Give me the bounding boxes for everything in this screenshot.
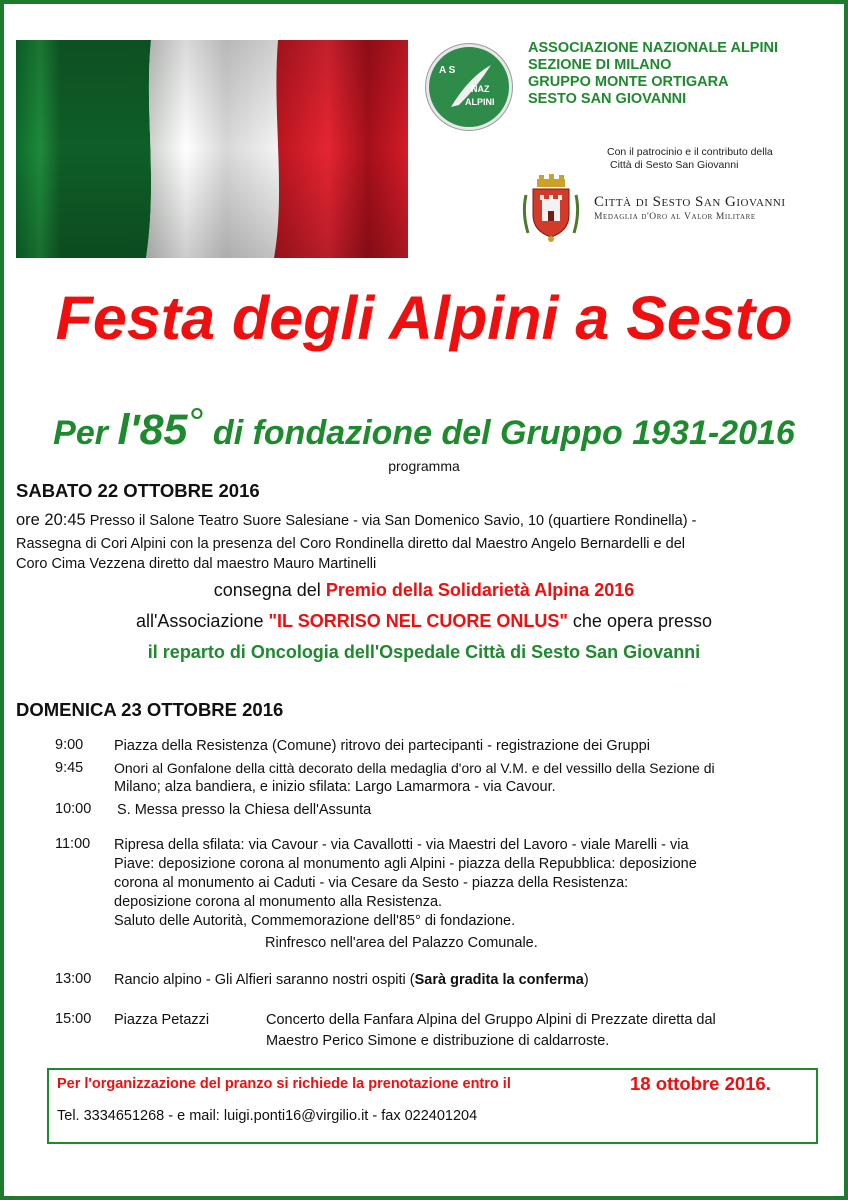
- award-line: [0, 580, 848, 601]
- logo-text-alpini: ALPINI: [465, 97, 495, 107]
- schedule-text: Milano; alza bandiera, e inizio sfilata: Largo Lamarmora - via Cavour.: [114, 779, 556, 795]
- concert-line-1: Concerto della Fanfara Alpina del Gruppo Alpini di Prezzate diretta dal: [266, 1012, 716, 1028]
- assoc-suffix: che opera presso: [567, 611, 713, 631]
- schedule-text: Onori al Gonfalone della città decorato della medaglia d'oro al V.M. e del vessillo della Sezione di: [114, 760, 715, 776]
- saturday-line-1: [16, 510, 696, 531]
- schedule-text: Piave: deposizione corona al monumento agli Alpini - piazza della Repubblica: deposizione: [114, 856, 697, 872]
- ana-logo: [426, 44, 512, 130]
- city-subtitle: Medaglia d'Oro al Valor Militare: [594, 212, 756, 222]
- award-prefix: consegna del: [213, 580, 326, 600]
- schedule-text: Piazza della Resistenza (Comune) ritrovo dei partecipanti - registrazione dei Gruppi: [114, 738, 650, 754]
- saturday-line-2: Rassegna di Cori Alpini con la presenza del Coro Rondinella diretto dal Maestro Angelo Bernardelli e del: [16, 536, 686, 552]
- booking-date: 18 ottobre 2016.: [630, 1073, 771, 1094]
- rancio-line: [114, 971, 589, 990]
- association-line: ASSOCIAZIONE NAZIONALE ALPINI: [528, 40, 778, 56]
- logo-text-as: A S: [439, 65, 456, 76]
- assoc-name: "IL SORRISO NEL CUORE ONLUS": [268, 611, 568, 631]
- association-line: SESTO SAN GIOVANNI: [528, 91, 687, 107]
- feather-icon: [429, 47, 509, 127]
- booking-contacts: Tel. 3334651268 - e mail: luigi.ponti16@virgilio.it - fax 022401204: [57, 1108, 478, 1124]
- schedule-time: 13:00: [55, 971, 92, 987]
- concert-place: Piazza Petazzi: [114, 1012, 210, 1028]
- patronage-line: Con il patrocinio e il contributo della: [607, 146, 773, 158]
- logo-text-naz: NAZ: [471, 84, 490, 94]
- italian-flag-image: [16, 40, 408, 258]
- subtitle-number: l'85: [117, 406, 188, 454]
- rancio-close: ): [583, 972, 589, 988]
- schedule-time: 11:00: [55, 836, 91, 852]
- schedule-text: Ripresa della sfilata: via Cavour - via Cavallotti - via Maestri del Lavoro - viale Marelli - via: [114, 837, 689, 853]
- association-line: GRUPPO MONTE ORTIGARA: [528, 74, 729, 90]
- award-name: Premio della Solidarietà Alpina 2016: [325, 580, 635, 600]
- subtitle-degree: °: [187, 401, 204, 445]
- saturday-line-3: Coro Cima Vezzena diretto dal maestro Mauro Martinelli: [16, 556, 377, 572]
- rancio-bold: Sarà gradita la conferma: [414, 972, 584, 988]
- city-name: Città di Sesto San Giovanni: [594, 194, 786, 210]
- concert-line-2: Maestro Perico Simone e distribuzione di caldarroste.: [266, 1033, 610, 1049]
- subtitle-rest: di fondazione del Gruppo 1931-2016: [212, 414, 795, 452]
- saturday-time: ore 20:45: [16, 511, 86, 529]
- sunday-heading: DOMENICA 23 OTTOBRE 2016: [16, 699, 284, 720]
- schedule-text: S. Messa presso la Chiesa dell'Assunta: [117, 802, 372, 818]
- schedule-text: corona al monumento ai Caduti - via Cesare da Sesto - piazza della Resistenza:: [114, 875, 629, 891]
- schedule-time: 15:00: [55, 1011, 92, 1027]
- schedule-time: 9:00: [55, 737, 84, 753]
- schedule-text: Saluto delle Autorità, Commemorazione dell'85° di fondazione.: [114, 913, 516, 929]
- city-crest-icon: [520, 173, 582, 243]
- assoc-prefix: all'Associazione: [135, 611, 269, 631]
- oncology-ward-line: il reparto di Oncologia dell'Ospedale Città di Sesto San Giovanni: [147, 642, 701, 662]
- saturday-text-1: Presso il Salone Teatro Suore Salesiane - via San Domenico Savio, 10 (quartiere Rondinella) -: [85, 513, 697, 529]
- booking-text: Per l'organizzazione del pranzo si richiede la prenotazione entro il: [57, 1076, 511, 1092]
- event-title: Festa degli Alpini a Sesto: [55, 284, 793, 352]
- association-line-onlus: [0, 611, 848, 632]
- rancio-text: Rancio alpino - Gli Alfieri saranno nostri ospiti (: [114, 972, 415, 988]
- programma-label: programma: [388, 458, 460, 474]
- patronage-note: [607, 146, 773, 172]
- patronage-line: Città di Sesto San Giovanni: [610, 159, 739, 171]
- subtitle-per: Per: [53, 414, 108, 452]
- saturday-heading: SABATO 22 OTTOBRE 2016: [16, 480, 260, 501]
- association-block: [528, 40, 778, 108]
- schedule-time: 10:00: [55, 801, 92, 817]
- event-subtitle: [0, 401, 848, 455]
- schedule-text: deposizione corona al monumento alla Resistenza.: [114, 894, 443, 910]
- schedule-time: 9:45: [55, 760, 84, 776]
- association-line: SEZIONE DI MILANO: [528, 57, 672, 73]
- schedule-text: Rinfresco nell'area del Palazzo Comunale.: [265, 935, 538, 951]
